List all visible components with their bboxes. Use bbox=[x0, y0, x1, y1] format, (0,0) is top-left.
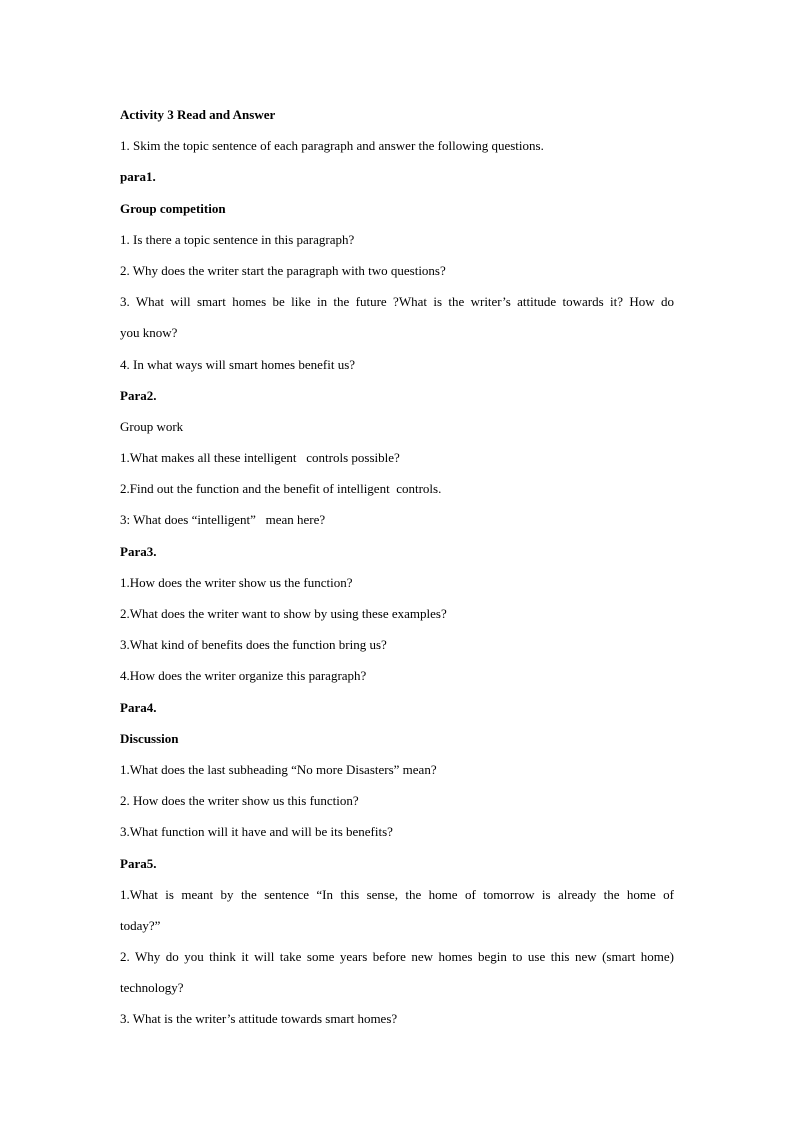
para1-question-3-line-1: 3. What will smart homes be like in the future ?What is the writer’s attitude towards it? How do bbox=[120, 294, 674, 310]
activity-title: Activity 3 Read and Answer bbox=[120, 107, 276, 122]
para2-question-2: 2.Find out the function and the benefit of intelligent controls. bbox=[120, 481, 442, 497]
para1-question-1: 1. Is there a topic sentence in this paragraph? bbox=[120, 231, 355, 247]
para3-question-1: 1.How does the writer show us the function? bbox=[120, 574, 353, 590]
para5-heading: Para5. bbox=[120, 855, 157, 871]
para1-question-4: 4. In what ways will smart homes benefit us? bbox=[120, 356, 356, 372]
para2-question-3: 3: What does “intelligent” mean here? bbox=[120, 512, 326, 528]
para4-subheading: Discussion bbox=[120, 730, 179, 746]
instruction-text: 1. Skim the topic sentence of each paragraph and answer the following questions. bbox=[120, 138, 544, 154]
para3-heading: Para3. bbox=[120, 543, 157, 559]
para5-question-3: 3. What is the writer’s attitude towards smart homes? bbox=[120, 1011, 398, 1027]
para2-subheading: Group work bbox=[120, 418, 184, 434]
para1-question-3-line-2: you know? bbox=[120, 325, 178, 341]
para1-question-2: 2. Why does the writer start the paragraph with two questions? bbox=[120, 262, 446, 278]
para3-question-3: 3.What kind of benefits does the function bring us? bbox=[120, 637, 387, 653]
para5-question-1-line-2: today?” bbox=[120, 917, 161, 933]
para2-heading: Para2. bbox=[120, 387, 157, 403]
para1-heading: para1. bbox=[120, 169, 156, 185]
para4-question-1: 1.What does the last subheading “No more Disasters” mean? bbox=[120, 761, 437, 777]
para5-question-2-line-2: technology? bbox=[120, 980, 184, 996]
para4-question-3: 3.What function will it have and will be its benefits? bbox=[120, 824, 393, 840]
para5-question-2-line-1: 2. Why do you think it will take some years before new homes begin to use this new (smart home) bbox=[120, 949, 674, 965]
para4-heading: Para4. bbox=[120, 699, 157, 715]
document-page bbox=[120, 99, 674, 1035]
para3-question-2: 2.What does the writer want to show by using these examples? bbox=[120, 606, 447, 621]
para5-question-1-line-1: 1.What is meant by the sentence “In this sense, the home of tomorrow is already the home of bbox=[120, 886, 674, 902]
para4-question-2: 2. How does the writer show us this function? bbox=[120, 793, 359, 809]
para3-question-4: 4.How does the writer organize this paragraph? bbox=[120, 668, 367, 684]
para1-subheading: Group competition bbox=[120, 200, 226, 216]
para2-question-1: 1.What makes all these intelligent controls possible? bbox=[120, 450, 400, 466]
